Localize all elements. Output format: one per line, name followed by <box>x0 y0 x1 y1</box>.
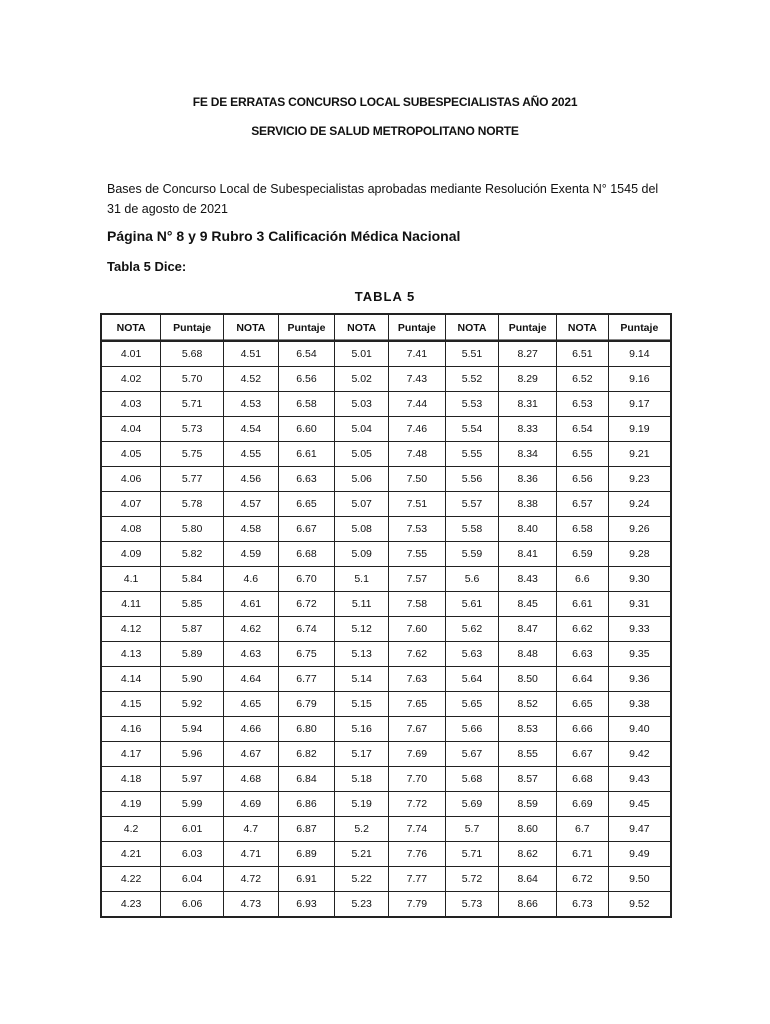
puntaje-cell: 5.71 <box>161 392 224 417</box>
puntaje-cell: 9.16 <box>608 367 671 392</box>
puntaje-cell: 7.53 <box>388 517 445 542</box>
table-row <box>101 367 671 392</box>
nota-cell: 4.51 <box>223 341 278 367</box>
nota-cell: 5.13 <box>335 642 389 667</box>
puntaje-cell: 5.94 <box>161 717 224 742</box>
puntaje-cell: 5.75 <box>161 442 224 467</box>
nota-cell: 6.69 <box>557 792 609 817</box>
puntaje-cell: 5.92 <box>161 692 224 717</box>
table-header-cell: NOTA <box>335 314 389 341</box>
puntaje-cell: 8.43 <box>499 567 557 592</box>
puntaje-cell: 5.84 <box>161 567 224 592</box>
puntaje-cell: 6.60 <box>278 417 335 442</box>
puntaje-cell: 8.50 <box>499 667 557 692</box>
nota-cell: 4.17 <box>101 742 161 767</box>
nota-cell: 5.53 <box>445 392 499 417</box>
puntaje-cell: 6.74 <box>278 617 335 642</box>
nota-cell: 4.71 <box>223 842 278 867</box>
nota-cell: 4.22 <box>101 867 161 892</box>
nota-cell: 4.57 <box>223 492 278 517</box>
nota-cell: 4.63 <box>223 642 278 667</box>
puntaje-cell: 6.56 <box>278 367 335 392</box>
nota-cell: 6.57 <box>557 492 609 517</box>
nota-cell: 6.53 <box>557 392 609 417</box>
puntaje-cell: 6.04 <box>161 867 224 892</box>
nota-cell: 6.58 <box>557 517 609 542</box>
puntaje-cell: 7.50 <box>388 467 445 492</box>
puntaje-cell: 6.79 <box>278 692 335 717</box>
puntaje-cell: 6.87 <box>278 817 335 842</box>
nota-cell: 4.56 <box>223 467 278 492</box>
table-header-cell: NOTA <box>223 314 278 341</box>
table-row <box>101 392 671 417</box>
table-row <box>101 617 671 642</box>
nota-cell: 5.18 <box>335 767 389 792</box>
puntaje-cell: 5.90 <box>161 667 224 692</box>
table-row <box>101 417 671 442</box>
table-row <box>101 492 671 517</box>
table-row <box>101 692 671 717</box>
table-caption: TABLA 5 <box>354 289 416 304</box>
nota-cell: 4.62 <box>223 617 278 642</box>
nota-cell: 4.67 <box>223 742 278 767</box>
puntaje-cell: 5.73 <box>161 417 224 442</box>
nota-cell: 4.73 <box>223 892 278 918</box>
nota-cell: 4.01 <box>101 341 161 367</box>
nota-cell: 4.61 <box>223 592 278 617</box>
table-row <box>101 642 671 667</box>
puntaje-cell: 6.91 <box>278 867 335 892</box>
puntaje-cell: 6.68 <box>278 542 335 567</box>
puntaje-cell: 6.82 <box>278 742 335 767</box>
nota-cell: 6.68 <box>557 767 609 792</box>
puntaje-cell: 6.72 <box>278 592 335 617</box>
nota-cell: 5.17 <box>335 742 389 767</box>
puntaje-cell: 5.68 <box>161 341 224 367</box>
table-row <box>101 717 671 742</box>
nota-cell: 5.72 <box>445 867 499 892</box>
puntaje-cell: 7.41 <box>388 341 445 367</box>
puntaje-cell: 7.77 <box>388 867 445 892</box>
puntaje-cell: 9.43 <box>608 767 671 792</box>
puntaje-cell: 7.65 <box>388 692 445 717</box>
nota-cell: 4.69 <box>223 792 278 817</box>
nota-cell: 4.59 <box>223 542 278 567</box>
puntaje-cell: 7.74 <box>388 817 445 842</box>
nota-cell: 5.12 <box>335 617 389 642</box>
table-subheading: Tabla 5 Dice: <box>107 259 187 274</box>
table-header-cell: NOTA <box>557 314 609 341</box>
puntaje-cell: 7.70 <box>388 767 445 792</box>
table-row <box>101 341 671 367</box>
puntaje-cell: 8.27 <box>499 341 557 367</box>
puntaje-cell: 7.72 <box>388 792 445 817</box>
nota-cell: 5.11 <box>335 592 389 617</box>
puntaje-cell: 6.67 <box>278 517 335 542</box>
puntaje-cell: 8.55 <box>499 742 557 767</box>
nota-cell: 5.63 <box>445 642 499 667</box>
nota-cell: 4.16 <box>101 717 161 742</box>
puntaje-cell: 9.35 <box>608 642 671 667</box>
table-row <box>101 792 671 817</box>
puntaje-cell: 6.54 <box>278 341 335 367</box>
puntaje-cell: 8.62 <box>499 842 557 867</box>
puntaje-cell: 9.33 <box>608 617 671 642</box>
puntaje-cell: 9.42 <box>608 742 671 767</box>
nota-cell: 4.53 <box>223 392 278 417</box>
puntaje-cell: 6.61 <box>278 442 335 467</box>
nota-cell: 6.56 <box>557 467 609 492</box>
puntaje-cell: 5.82 <box>161 542 224 567</box>
nota-cell: 6.73 <box>557 892 609 918</box>
puntaje-cell: 9.24 <box>608 492 671 517</box>
puntaje-cell: 7.63 <box>388 667 445 692</box>
nota-cell: 6.54 <box>557 417 609 442</box>
puntaje-cell: 7.57 <box>388 567 445 592</box>
nota-cell: 5.51 <box>445 341 499 367</box>
puntaje-cell: 8.33 <box>499 417 557 442</box>
nota-cell: 5.05 <box>335 442 389 467</box>
nota-cell: 6.65 <box>557 692 609 717</box>
nota-cell: 4.58 <box>223 517 278 542</box>
puntaje-cell: 9.52 <box>608 892 671 918</box>
table-header-cell: Puntaje <box>278 314 335 341</box>
nota-cell: 5.03 <box>335 392 389 417</box>
nota-cell: 6.71 <box>557 842 609 867</box>
puntaje-cell: 7.62 <box>388 642 445 667</box>
nota-cell: 5.54 <box>445 417 499 442</box>
nota-cell: 5.73 <box>445 892 499 918</box>
nota-cell: 4.1 <box>101 567 161 592</box>
nota-cell: 4.6 <box>223 567 278 592</box>
nota-cell: 5.56 <box>445 467 499 492</box>
score-table <box>100 313 672 918</box>
puntaje-cell: 7.58 <box>388 592 445 617</box>
puntaje-cell: 7.55 <box>388 542 445 567</box>
nota-cell: 4.65 <box>223 692 278 717</box>
nota-cell: 4.21 <box>101 842 161 867</box>
table-row <box>101 592 671 617</box>
puntaje-cell: 8.31 <box>499 392 557 417</box>
table-row <box>101 892 671 918</box>
puntaje-cell: 9.47 <box>608 817 671 842</box>
puntaje-cell: 6.03 <box>161 842 224 867</box>
nota-cell: 5.23 <box>335 892 389 918</box>
table-row <box>101 567 671 592</box>
puntaje-cell: 9.17 <box>608 392 671 417</box>
nota-cell: 4.06 <box>101 467 161 492</box>
document-title: FE DE ERRATAS CONCURSO LOCAL SUBESPECIALISTAS AÑO 2021 <box>192 95 578 109</box>
nota-cell: 4.11 <box>101 592 161 617</box>
table-row <box>101 467 671 492</box>
puntaje-cell: 5.80 <box>161 517 224 542</box>
puntaje-cell: 9.45 <box>608 792 671 817</box>
nota-cell: 6.64 <box>557 667 609 692</box>
nota-cell: 5.59 <box>445 542 499 567</box>
nota-cell: 5.52 <box>445 367 499 392</box>
puntaje-cell: 7.69 <box>388 742 445 767</box>
puntaje-cell: 9.28 <box>608 542 671 567</box>
puntaje-cell: 7.44 <box>388 392 445 417</box>
nota-cell: 4.08 <box>101 517 161 542</box>
nota-cell: 5.14 <box>335 667 389 692</box>
puntaje-cell: 9.50 <box>608 867 671 892</box>
puntaje-cell: 5.70 <box>161 367 224 392</box>
nota-cell: 4.52 <box>223 367 278 392</box>
puntaje-cell: 5.89 <box>161 642 224 667</box>
nota-cell: 4.18 <box>101 767 161 792</box>
puntaje-cell: 7.79 <box>388 892 445 918</box>
nota-cell: 5.01 <box>335 341 389 367</box>
nota-cell: 6.63 <box>557 642 609 667</box>
nota-cell: 4.13 <box>101 642 161 667</box>
nota-cell: 4.55 <box>223 442 278 467</box>
puntaje-cell: 8.40 <box>499 517 557 542</box>
nota-cell: 4.72 <box>223 867 278 892</box>
nota-cell: 6.51 <box>557 341 609 367</box>
nota-cell: 5.65 <box>445 692 499 717</box>
section-heading: Página N° 8 y 9 Rubro 3 Calificación Médica Nacional <box>107 228 461 244</box>
nota-cell: 5.61 <box>445 592 499 617</box>
puntaje-cell: 7.60 <box>388 617 445 642</box>
puntaje-cell: 7.46 <box>388 417 445 442</box>
puntaje-cell: 8.29 <box>499 367 557 392</box>
nota-cell: 4.64 <box>223 667 278 692</box>
table-header-cell: NOTA <box>445 314 499 341</box>
table-row <box>101 842 671 867</box>
puntaje-cell: 8.64 <box>499 867 557 892</box>
puntaje-cell: 5.99 <box>161 792 224 817</box>
puntaje-cell: 8.59 <box>499 792 557 817</box>
puntaje-cell: 8.45 <box>499 592 557 617</box>
nota-cell: 4.15 <box>101 692 161 717</box>
puntaje-cell: 6.01 <box>161 817 224 842</box>
nota-cell: 4.02 <box>101 367 161 392</box>
nota-cell: 5.55 <box>445 442 499 467</box>
puntaje-cell: 6.63 <box>278 467 335 492</box>
puntaje-cell: 9.31 <box>608 592 671 617</box>
nota-cell: 4.04 <box>101 417 161 442</box>
nota-cell: 5.08 <box>335 517 389 542</box>
puntaje-cell: 9.30 <box>608 567 671 592</box>
puntaje-cell: 6.80 <box>278 717 335 742</box>
puntaje-cell: 5.97 <box>161 767 224 792</box>
puntaje-cell: 8.52 <box>499 692 557 717</box>
puntaje-cell: 9.19 <box>608 417 671 442</box>
puntaje-cell: 6.06 <box>161 892 224 918</box>
nota-cell: 5.62 <box>445 617 499 642</box>
nota-cell: 5.15 <box>335 692 389 717</box>
table-body <box>101 341 671 917</box>
nota-cell: 6.67 <box>557 742 609 767</box>
puntaje-cell: 7.76 <box>388 842 445 867</box>
nota-cell: 5.16 <box>335 717 389 742</box>
puntaje-cell: 8.41 <box>499 542 557 567</box>
puntaje-cell: 7.43 <box>388 367 445 392</box>
nota-cell: 6.66 <box>557 717 609 742</box>
intro-paragraph: Bases de Concurso Local de Subespecialistas aprobadas mediante Resolución Exenta N° 1545 del 31 de agosto de 2021 <box>107 182 659 216</box>
nota-cell: 5.09 <box>335 542 389 567</box>
puntaje-cell: 8.53 <box>499 717 557 742</box>
nota-cell: 6.6 <box>557 567 609 592</box>
nota-cell: 4.03 <box>101 392 161 417</box>
puntaje-cell: 6.86 <box>278 792 335 817</box>
puntaje-cell: 9.26 <box>608 517 671 542</box>
puntaje-cell: 9.21 <box>608 442 671 467</box>
nota-cell: 5.68 <box>445 767 499 792</box>
nota-cell: 4.2 <box>101 817 161 842</box>
nota-cell: 5.7 <box>445 817 499 842</box>
table-row <box>101 767 671 792</box>
puntaje-cell: 8.48 <box>499 642 557 667</box>
puntaje-cell: 6.93 <box>278 892 335 918</box>
nota-cell: 5.1 <box>335 567 389 592</box>
nota-cell: 4.12 <box>101 617 161 642</box>
nota-cell: 5.07 <box>335 492 389 517</box>
puntaje-cell: 9.49 <box>608 842 671 867</box>
nota-cell: 4.07 <box>101 492 161 517</box>
nota-cell: 4.23 <box>101 892 161 918</box>
nota-cell: 6.7 <box>557 817 609 842</box>
table-row <box>101 867 671 892</box>
table-header-cell: Puntaje <box>388 314 445 341</box>
nota-cell: 4.54 <box>223 417 278 442</box>
puntaje-cell: 5.77 <box>161 467 224 492</box>
table-header-cell: Puntaje <box>499 314 557 341</box>
puntaje-cell: 5.85 <box>161 592 224 617</box>
puntaje-cell: 7.67 <box>388 717 445 742</box>
puntaje-cell: 6.84 <box>278 767 335 792</box>
nota-cell: 5.04 <box>335 417 389 442</box>
nota-cell: 4.14 <box>101 667 161 692</box>
nota-cell: 4.19 <box>101 792 161 817</box>
puntaje-cell: 8.34 <box>499 442 557 467</box>
nota-cell: 5.22 <box>335 867 389 892</box>
puntaje-cell: 9.23 <box>608 467 671 492</box>
nota-cell: 5.19 <box>335 792 389 817</box>
puntaje-cell: 6.65 <box>278 492 335 517</box>
puntaje-cell: 9.38 <box>608 692 671 717</box>
nota-cell: 5.21 <box>335 842 389 867</box>
nota-cell: 4.7 <box>223 817 278 842</box>
puntaje-cell: 8.66 <box>499 892 557 918</box>
nota-cell: 4.05 <box>101 442 161 467</box>
puntaje-cell: 6.75 <box>278 642 335 667</box>
nota-cell: 5.71 <box>445 842 499 867</box>
puntaje-cell: 5.78 <box>161 492 224 517</box>
table-row <box>101 667 671 692</box>
nota-cell: 4.68 <box>223 767 278 792</box>
nota-cell: 5.64 <box>445 667 499 692</box>
nota-cell: 6.52 <box>557 367 609 392</box>
table-row <box>101 817 671 842</box>
table-row <box>101 742 671 767</box>
document-subtitle: SERVICIO DE SALUD METROPOLITANO NORTE <box>251 124 519 138</box>
table-header-cell: Puntaje <box>608 314 671 341</box>
nota-cell: 5.57 <box>445 492 499 517</box>
nota-cell: 6.59 <box>557 542 609 567</box>
puntaje-cell: 9.40 <box>608 717 671 742</box>
puntaje-cell: 5.87 <box>161 617 224 642</box>
puntaje-cell: 8.38 <box>499 492 557 517</box>
nota-cell: 5.6 <box>445 567 499 592</box>
puntaje-cell: 6.77 <box>278 667 335 692</box>
puntaje-cell: 8.57 <box>499 767 557 792</box>
puntaje-cell: 6.89 <box>278 842 335 867</box>
puntaje-cell: 6.58 <box>278 392 335 417</box>
puntaje-cell: 8.36 <box>499 467 557 492</box>
table-header-cell: Puntaje <box>161 314 224 341</box>
puntaje-cell: 8.47 <box>499 617 557 642</box>
nota-cell: 5.02 <box>335 367 389 392</box>
puntaje-cell: 9.36 <box>608 667 671 692</box>
puntaje-cell: 7.51 <box>388 492 445 517</box>
nota-cell: 5.06 <box>335 467 389 492</box>
puntaje-cell: 7.48 <box>388 442 445 467</box>
puntaje-cell: 8.60 <box>499 817 557 842</box>
nota-cell: 4.66 <box>223 717 278 742</box>
table-row <box>101 442 671 467</box>
nota-cell: 5.66 <box>445 717 499 742</box>
table-header-row <box>101 314 671 341</box>
nota-cell: 5.2 <box>335 817 389 842</box>
nota-cell: 5.69 <box>445 792 499 817</box>
nota-cell: 5.67 <box>445 742 499 767</box>
puntaje-cell: 5.96 <box>161 742 224 767</box>
table-row <box>101 542 671 567</box>
table-row <box>101 517 671 542</box>
nota-cell: 6.61 <box>557 592 609 617</box>
nota-cell: 6.55 <box>557 442 609 467</box>
nota-cell: 6.72 <box>557 867 609 892</box>
nota-cell: 6.62 <box>557 617 609 642</box>
table-header-cell: NOTA <box>101 314 161 341</box>
nota-cell: 4.09 <box>101 542 161 567</box>
puntaje-cell: 6.70 <box>278 567 335 592</box>
puntaje-cell: 9.14 <box>608 341 671 367</box>
nota-cell: 5.58 <box>445 517 499 542</box>
